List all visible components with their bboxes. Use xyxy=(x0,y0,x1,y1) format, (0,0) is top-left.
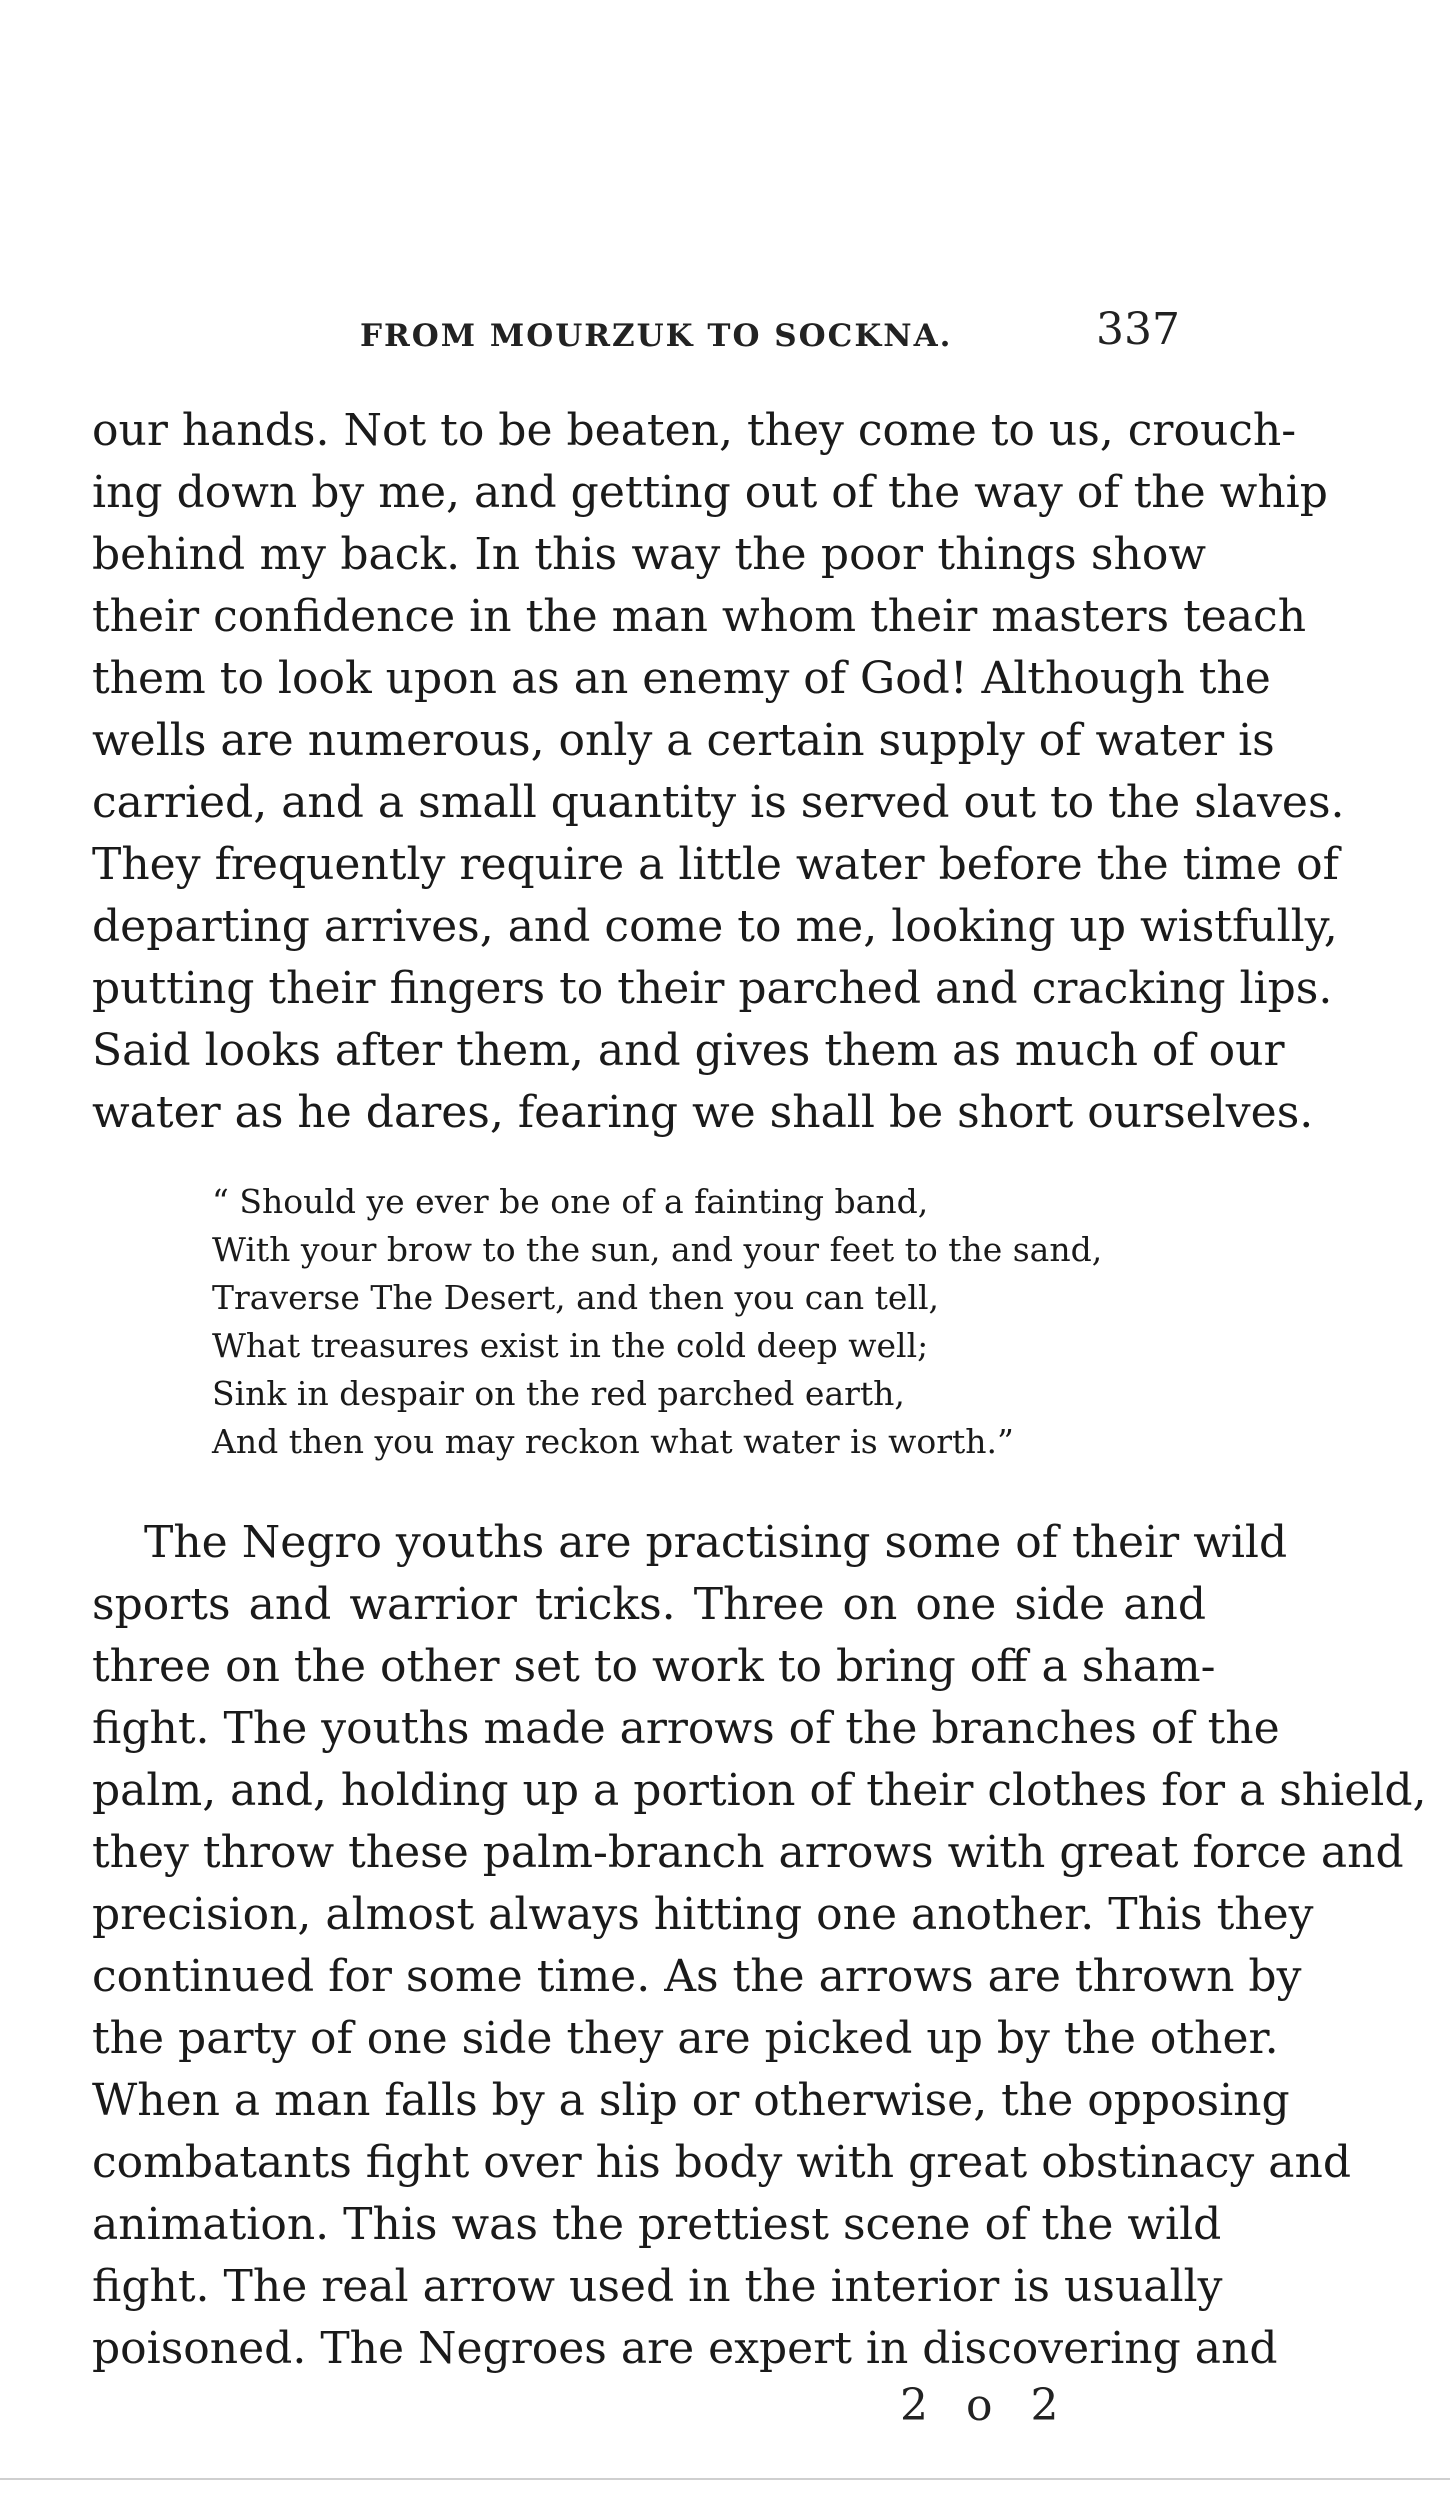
paragraph-1 xyxy=(92,400,1345,1144)
text-line: putting their fingers to their parched and cracking lips. xyxy=(92,963,1333,1014)
text-line: continued for some time. As the arrows are thrown by xyxy=(92,1951,1302,2002)
edge-divider xyxy=(0,2478,1450,2480)
text-line: wells are numerous, only a certain supply of water is xyxy=(92,715,1275,766)
text-line: departing arrives, and come to me, looking up wistfully, xyxy=(92,901,1338,952)
poem-line: “ Should ye ever be one of a fainting band, xyxy=(212,1182,929,1221)
text-line: water as he dares, fearing we shall be short ourselves. xyxy=(92,1087,1314,1138)
text-line: Said looks after them, and gives them as much of our xyxy=(92,1025,1285,1076)
text-line: three on the other set to work to bring off a sham- xyxy=(92,1641,1216,1692)
text-line: precision, almost always hitting one another. This they xyxy=(92,1889,1314,1940)
text-line: our hands. Not to be beaten, they come to us, crouch- xyxy=(92,405,1297,456)
text-line: animation. This was the prettiest scene of the wild xyxy=(92,2199,1222,2250)
poem-quotation xyxy=(212,1178,1112,1466)
text-line: poisoned. The Negroes are expert in discovering and xyxy=(92,2323,1278,2374)
text-line: they throw these palm-branch arrows with great force and xyxy=(92,1827,1404,1878)
text-line: their confidence in the man whom their masters teach xyxy=(92,591,1307,642)
poem-line: And then you may reckon what water is worth.” xyxy=(212,1422,1014,1461)
text-line: When a man falls by a slip or otherwise, the opposing xyxy=(92,2075,1290,2126)
text-line: fight. The youths made arrows of the branches of the xyxy=(92,1703,1280,1754)
poem-line: Traverse The Desert, and then you can tell, xyxy=(212,1278,939,1317)
paragraph-2 xyxy=(92,1512,1427,2380)
text-line: The Negro youths are practising some of their wild xyxy=(144,1517,1288,1568)
poem-line: What treasures exist in the cold deep well; xyxy=(212,1326,929,1365)
text-line: behind my back. In this way the poor things show xyxy=(92,529,1206,580)
page-bottom-edge xyxy=(0,2460,1450,2500)
text-line: carried, and a small quantity is served out to the slaves. xyxy=(92,777,1345,828)
text-line: They frequently require a little water before the time of xyxy=(92,839,1339,890)
text-line: combatants fight over his body with great obstinacy and xyxy=(92,2137,1351,2188)
poem-line: With your brow to the sun, and your feet to the sand, xyxy=(212,1230,1103,1269)
text-line: the party of one side they are picked up by the other. xyxy=(92,2013,1279,2064)
poem-line: Sink in despair on the red parched earth, xyxy=(212,1374,905,1413)
text-line: fight. The real arrow used in the interior is usually xyxy=(92,2261,1223,2312)
page-number: 337 xyxy=(1096,304,1180,355)
text-line: ing down by me, and getting out of the way of the whip xyxy=(92,467,1328,518)
signature-mark: 2 o 2 xyxy=(900,2380,1071,2431)
text-line: sports and warrior tricks. Three on one side and xyxy=(92,1579,1206,1630)
text-line: palm, and, holding up a portion of their clothes for a shield, xyxy=(92,1765,1427,1816)
running-title: FROM MOURZUK TO SOCKNA. xyxy=(360,318,953,354)
text-line: them to look upon as an enemy of God! Although the xyxy=(92,653,1271,704)
